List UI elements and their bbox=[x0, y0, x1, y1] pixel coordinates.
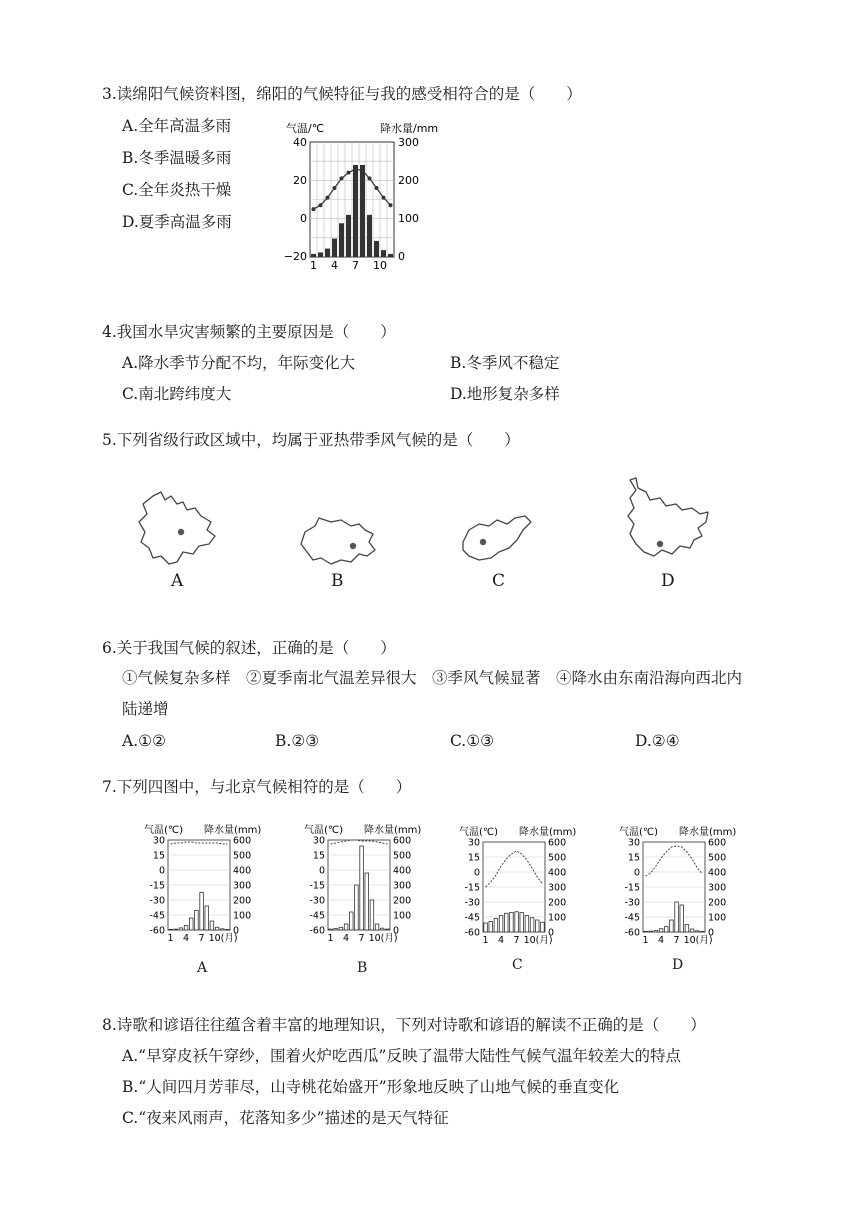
precip-bar bbox=[525, 916, 529, 933]
left-tick: 30 bbox=[627, 837, 640, 849]
precip-bar bbox=[664, 927, 668, 932]
right-tick: 100 bbox=[233, 910, 252, 922]
precip-bar bbox=[510, 913, 514, 933]
right-tick: 200 bbox=[233, 895, 252, 907]
temperature-point bbox=[340, 176, 344, 180]
precip-bar bbox=[184, 926, 188, 931]
precip-bar bbox=[179, 928, 183, 930]
precip-bar bbox=[332, 239, 337, 257]
precip-bar bbox=[355, 885, 359, 930]
precip-bar bbox=[484, 923, 488, 932]
left-tick: −20 bbox=[283, 250, 307, 263]
province-map-c[interactable] bbox=[455, 512, 545, 572]
precip-axis-label: 降水量(mm) bbox=[679, 827, 737, 838]
q8-stem: 8.诗歌和谚语往往蕴含着丰富的地理知识，下列对诗歌和谚语的解读不正确的是（ ） bbox=[102, 1016, 706, 1034]
temp-axis-label: 气温(℃) bbox=[144, 825, 184, 836]
month-tick: 10(月) bbox=[523, 935, 553, 946]
precip-bar bbox=[195, 911, 199, 931]
precip-bar bbox=[200, 893, 204, 931]
left-tick: -15 bbox=[149, 880, 165, 892]
precip-bar bbox=[360, 165, 365, 257]
precip-bar bbox=[339, 927, 343, 930]
precip-bar bbox=[226, 929, 230, 930]
month-tick: 7 bbox=[198, 933, 205, 944]
month-tick: 10(月) bbox=[208, 933, 238, 944]
precip-bar bbox=[344, 924, 348, 930]
precip-bar bbox=[535, 920, 539, 932]
precip-bar bbox=[381, 250, 386, 257]
month-tick: 4 bbox=[498, 935, 505, 946]
right-tick: 600 bbox=[708, 837, 727, 849]
precip-bar bbox=[375, 924, 379, 930]
right-tick: 400 bbox=[548, 867, 567, 879]
climate-chart-b bbox=[300, 822, 435, 947]
left-tick: 15 bbox=[312, 850, 325, 862]
q8-option-c[interactable]: C.“夜来风雨声，花落知多少”描述的是天气特征 bbox=[122, 1109, 449, 1127]
right-tick: 0 bbox=[398, 250, 405, 263]
q6-statements-line2: 陆递增 bbox=[122, 700, 169, 718]
precip-bar bbox=[189, 918, 193, 930]
precip-bar bbox=[701, 931, 705, 932]
climate-chart-a bbox=[140, 822, 275, 947]
mianyang-climate-chart bbox=[280, 112, 455, 272]
temperature-point bbox=[389, 203, 393, 207]
right-tick: 100 bbox=[708, 912, 727, 924]
precip-bar bbox=[386, 929, 390, 930]
q5-stem: 5.下列省级行政区域中，均属于亚热带季风气候的是（ ） bbox=[102, 431, 520, 449]
left-tick: -15 bbox=[624, 882, 640, 894]
precip-bar bbox=[349, 912, 353, 930]
left-tick: 20 bbox=[293, 174, 307, 187]
month-tick: 7 bbox=[673, 935, 680, 946]
precip-bar bbox=[215, 927, 219, 930]
precip-axis-label: 降水量(mm) bbox=[204, 825, 262, 836]
q8-option-b[interactable]: B.“人间四月芳菲尽，山寺桃花始盛开”形象地反映了山地气候的垂直变化 bbox=[122, 1078, 620, 1096]
province-label-b: B bbox=[331, 571, 344, 591]
temperature-line bbox=[486, 851, 543, 887]
month-tick: 10 bbox=[373, 259, 387, 272]
temperature-point bbox=[319, 203, 323, 207]
precip-bar bbox=[339, 223, 344, 257]
right-tick: 300 bbox=[393, 880, 412, 892]
q6-option-a[interactable]: A.①② bbox=[122, 732, 166, 750]
temperature-point bbox=[375, 186, 379, 190]
left-tick: 30 bbox=[152, 835, 165, 847]
left-tick: -60 bbox=[464, 927, 480, 939]
temp-axis-label: 气温(℃) bbox=[619, 827, 659, 838]
temp-axis-label: 气温/℃ bbox=[286, 122, 325, 135]
right-tick: 100 bbox=[398, 212, 419, 225]
left-tick: 0 bbox=[633, 867, 640, 879]
left-tick: 30 bbox=[312, 835, 325, 847]
left-tick: -30 bbox=[464, 897, 480, 909]
precip-bar bbox=[210, 921, 214, 930]
precip-bar bbox=[370, 900, 374, 930]
climate-chart-label-b: B bbox=[357, 960, 368, 976]
q3-stem: 3.读绵阳气候资料图，绵阳的气候特征与我的感受相符合的是（ ） bbox=[102, 85, 582, 103]
province-map-d[interactable] bbox=[620, 474, 720, 574]
left-tick: -30 bbox=[309, 895, 325, 907]
temp-axis-label: 气温(℃) bbox=[459, 827, 499, 838]
right-tick: 300 bbox=[398, 136, 419, 149]
right-tick: 600 bbox=[548, 837, 567, 849]
q8-option-a[interactable]: A.“早穿皮袄午穿纱，围着火炉吃西瓜”反映了温带大陆性气候气温年较差大的特点 bbox=[122, 1047, 681, 1065]
left-tick: 0 bbox=[158, 865, 165, 877]
month-tick: 10(月) bbox=[683, 935, 713, 946]
right-tick: 600 bbox=[233, 835, 252, 847]
q4-stem: 4.我国水旱灾害频繁的主要原因是（ ） bbox=[102, 323, 396, 341]
temperature-line bbox=[331, 840, 388, 844]
q3-option-b[interactable]: B.冬季温暖多雨 bbox=[122, 149, 232, 167]
precip-bar bbox=[685, 925, 689, 933]
month-tick: 4 bbox=[658, 935, 665, 946]
q7-stem: 7.下列四图中，与北京气候相符的是（ ） bbox=[102, 778, 412, 796]
precip-bar bbox=[360, 846, 364, 930]
left-tick: -60 bbox=[624, 927, 640, 939]
precip-bar bbox=[690, 929, 694, 932]
precip-bar bbox=[367, 215, 372, 257]
q4-option-b[interactable]: B.冬季风不稳定 bbox=[450, 354, 560, 372]
province-map-b[interactable] bbox=[295, 512, 385, 572]
precip-bar bbox=[311, 254, 316, 257]
q6-option-b[interactable]: B.②③ bbox=[275, 732, 320, 750]
precip-bar bbox=[541, 922, 545, 932]
right-tick: 300 bbox=[233, 880, 252, 892]
right-tick: 100 bbox=[393, 910, 412, 922]
right-tick: 0 bbox=[393, 925, 400, 937]
left-tick: -45 bbox=[149, 910, 165, 922]
month-tick: 4 bbox=[343, 933, 350, 944]
precip-bar bbox=[365, 873, 369, 930]
right-tick: 300 bbox=[548, 882, 567, 894]
q6-option-c[interactable]: C.①③ bbox=[450, 732, 495, 750]
precip-bar bbox=[334, 929, 338, 931]
province-label-d: D bbox=[661, 571, 675, 591]
right-tick: 300 bbox=[708, 882, 727, 894]
precip-bar bbox=[644, 931, 648, 932]
left-tick: -45 bbox=[464, 912, 480, 924]
month-tick: 1 bbox=[482, 935, 489, 946]
province-label-a: A bbox=[171, 571, 184, 591]
month-tick: 4 bbox=[183, 933, 190, 944]
precip-bar bbox=[494, 919, 498, 933]
month-tick: 1 bbox=[327, 933, 334, 944]
precip-bar bbox=[380, 928, 384, 930]
temperature-point bbox=[312, 207, 316, 211]
left-tick: -45 bbox=[624, 912, 640, 924]
month-tick: 1 bbox=[642, 935, 649, 946]
right-tick: 0 bbox=[548, 927, 555, 939]
left-tick: -15 bbox=[309, 880, 325, 892]
left-tick: 15 bbox=[467, 852, 480, 864]
q4-option-d[interactable]: D.地形复杂多样 bbox=[450, 385, 560, 403]
left-tick: 15 bbox=[627, 852, 640, 864]
q6-option-d[interactable]: D.②④ bbox=[635, 732, 680, 750]
precip-bar bbox=[169, 929, 173, 930]
precip-bar bbox=[489, 922, 493, 933]
climate-chart-label-c: C bbox=[512, 957, 523, 973]
precip-bar bbox=[205, 906, 209, 930]
temperature-point bbox=[326, 196, 330, 200]
month-tick: 4 bbox=[331, 259, 338, 272]
q4-option-a[interactable]: A.降水季节分配不均，年际变化大 bbox=[122, 354, 356, 372]
left-tick: -45 bbox=[309, 910, 325, 922]
right-tick: 400 bbox=[233, 865, 252, 877]
left-tick: -15 bbox=[464, 882, 480, 894]
left-tick: 0 bbox=[473, 867, 480, 879]
temperature-point bbox=[368, 176, 372, 180]
right-tick: 400 bbox=[708, 867, 727, 879]
q6-stem: 6.关于我国气候的叙述，正确的是（ ） bbox=[102, 639, 396, 657]
left-tick: 30 bbox=[467, 837, 480, 849]
precip-axis-label: 降水量/mm bbox=[380, 122, 439, 135]
precip-bar bbox=[174, 929, 178, 930]
precip-bar bbox=[675, 902, 679, 932]
temperature-point bbox=[382, 196, 386, 200]
temp-axis-label: 气温(℃) bbox=[304, 825, 344, 836]
precip-bar bbox=[353, 165, 358, 257]
q3-option-d[interactable]: D.夏季高温多雨 bbox=[122, 213, 232, 231]
left-tick: 40 bbox=[293, 136, 307, 149]
precip-bar bbox=[530, 918, 534, 932]
precip-bar bbox=[318, 252, 323, 257]
month-tick: 7 bbox=[352, 259, 359, 272]
province-label-c: C bbox=[492, 571, 506, 591]
precip-axis-label: 降水量(mm) bbox=[364, 825, 422, 836]
precip-bar bbox=[520, 913, 524, 933]
q4-option-c[interactable]: C.南北跨纬度大 bbox=[122, 385, 232, 403]
month-tick: 1 bbox=[310, 259, 317, 272]
month-tick: 7 bbox=[513, 935, 520, 946]
q3-option-a[interactable]: A.全年高温多雨 bbox=[122, 117, 232, 135]
precip-bar bbox=[325, 249, 330, 257]
right-tick: 500 bbox=[548, 852, 567, 864]
left-tick: -30 bbox=[624, 897, 640, 909]
right-tick: 0 bbox=[233, 925, 240, 937]
right-tick: 500 bbox=[233, 850, 252, 862]
temperature-line bbox=[171, 842, 228, 844]
precip-bar bbox=[515, 912, 519, 932]
climate-chart-c bbox=[455, 824, 590, 949]
q6-statements-line1: ①气候复杂多样 ②夏季南北气温差异很大 ③季风气候显著 ④降水由东南沿海向西北内 bbox=[122, 669, 743, 687]
right-tick: 200 bbox=[548, 897, 567, 909]
precip-bar bbox=[504, 913, 508, 932]
temperature-point bbox=[333, 186, 337, 190]
temperature-point bbox=[347, 171, 351, 175]
precip-bar bbox=[680, 905, 684, 932]
right-tick: 0 bbox=[708, 927, 715, 939]
precip-bar bbox=[654, 931, 658, 933]
precip-bar bbox=[346, 215, 351, 257]
left-tick: -60 bbox=[309, 925, 325, 937]
precip-axis-label: 降水量(mm) bbox=[519, 827, 577, 838]
left-tick: 15 bbox=[152, 850, 165, 862]
temperature-point bbox=[361, 169, 365, 173]
left-tick: 0 bbox=[300, 212, 307, 225]
right-tick: 200 bbox=[708, 897, 727, 909]
precip-bar bbox=[670, 920, 674, 932]
left-tick: 0 bbox=[318, 865, 325, 877]
precip-bar bbox=[220, 929, 224, 930]
right-tick: 500 bbox=[393, 850, 412, 862]
precip-bar bbox=[329, 929, 333, 930]
temperature-point bbox=[354, 167, 358, 171]
precip-bar bbox=[659, 929, 663, 932]
right-tick: 500 bbox=[708, 852, 727, 864]
precip-bar bbox=[695, 931, 699, 932]
temperature-line bbox=[646, 846, 703, 876]
right-tick: 400 bbox=[393, 865, 412, 877]
right-tick: 100 bbox=[548, 912, 567, 924]
precip-bar bbox=[499, 916, 503, 933]
month-tick: 7 bbox=[358, 933, 365, 944]
precip-bar bbox=[374, 241, 379, 257]
right-tick: 200 bbox=[393, 895, 412, 907]
month-tick: 10(月) bbox=[368, 933, 398, 944]
right-tick: 200 bbox=[398, 174, 419, 187]
left-tick: -30 bbox=[149, 895, 165, 907]
month-tick: 1 bbox=[167, 933, 174, 944]
climate-chart-label-d: D bbox=[672, 957, 684, 973]
right-tick: 600 bbox=[393, 835, 412, 847]
climate-chart-d bbox=[615, 824, 750, 949]
precip-bar bbox=[388, 254, 393, 257]
left-tick: -60 bbox=[149, 925, 165, 937]
climate-chart-label-a: A bbox=[197, 960, 208, 976]
precip-bar bbox=[649, 931, 653, 932]
q3-option-c[interactable]: C.全年炎热干燥 bbox=[122, 181, 232, 199]
